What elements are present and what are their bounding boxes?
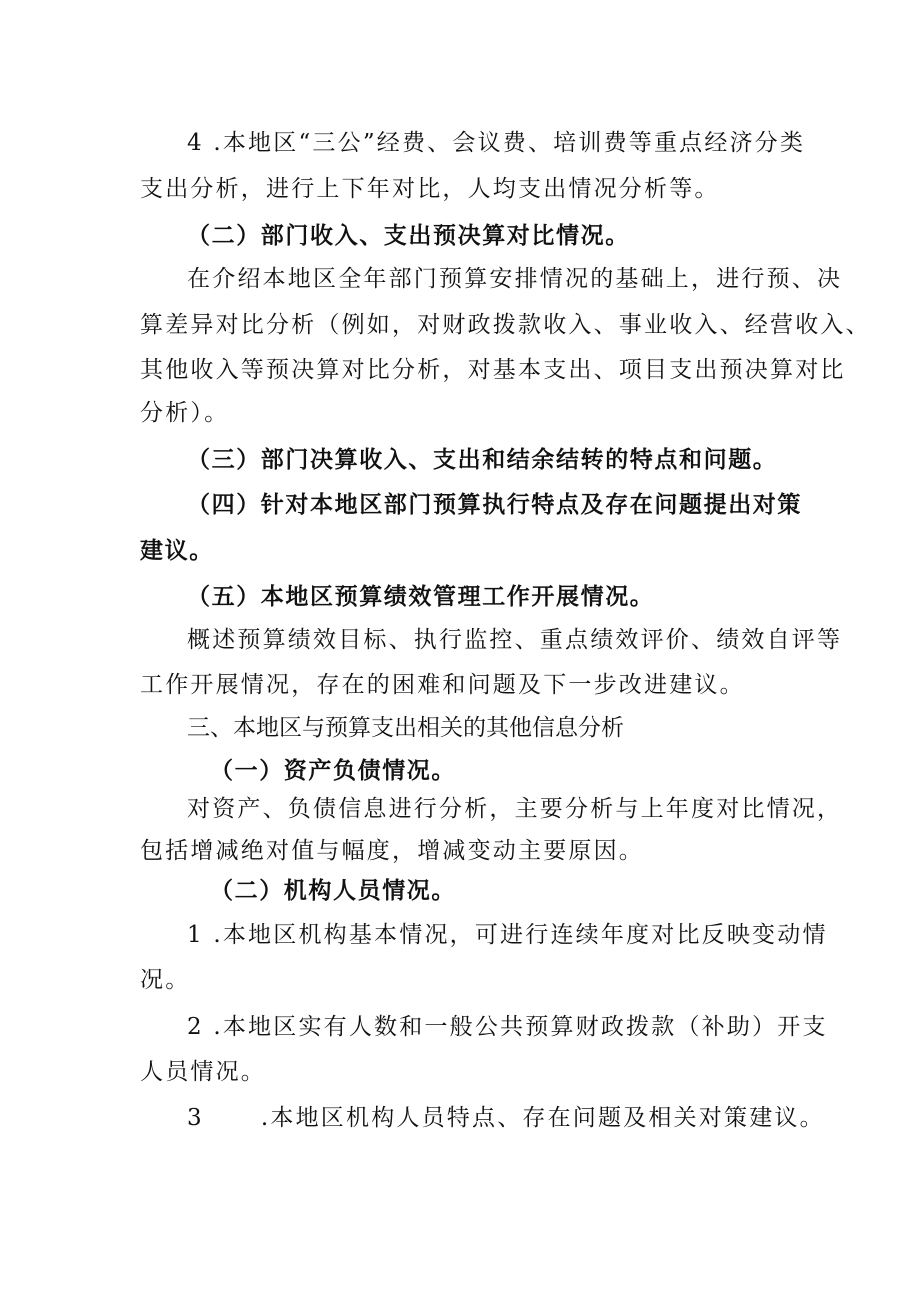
paragraph-line: 对资产、负债信息进行分析，主要分析与上年度对比情况， (187, 796, 843, 822)
paragraph-line: 况。 (140, 967, 191, 993)
section-heading: （四）针对本地区部门预算执行特点及存在问题提出对策 (187, 492, 802, 518)
section-heading: （二）机构人员情况。 (210, 878, 456, 904)
section-heading: （一）资产负债情况。 (210, 758, 456, 784)
paragraph-line: 其他收入等预决算对比分析，对基本支出、项目支出预决算对比 (140, 357, 846, 383)
paragraph-line: 4 .本地区“三公”经费、会议费、培训费等重点经济分类 (187, 130, 806, 156)
section-heading: （三）部门决算收入、支出和结余结转的特点和问题。 (187, 447, 778, 473)
paragraph-line: 3 .本地区机构人员特点、存在问题及相关对策建议。 (187, 1105, 825, 1131)
paragraph-line: 分析）。 (140, 400, 230, 426)
paragraph-line: 人员情况。 (140, 1059, 266, 1085)
section-heading: 建议。 (140, 538, 214, 564)
paragraph-line: 在介绍本地区全年部门预算安排情况的基础上，进行预、决 (187, 266, 843, 292)
paragraph-line: 概述预算绩效目标、执行监控、重点绩效评价、绩效自评等 (187, 627, 843, 653)
paragraph-line: 包括增减绝对值与幅度，增减变动主要原因。 (140, 838, 644, 864)
paragraph-line: 1 .本地区机构基本情况，可进行连续年度对比反映变动情 (187, 922, 828, 948)
paragraph-line: 算差异对比分析（例如，对财政拨款收入、事业收入、经营收入、 (140, 312, 871, 338)
paragraph-line: 工作开展情况，存在的困难和问题及下一步改进建议。 (140, 672, 745, 698)
paragraph-line: 支出分析，进行上下年对比，人均支出情况分析等。 (140, 176, 720, 202)
paragraph-line: 2 .本地区实有人数和一般公共预算财政拨款（补助）开支 (187, 1014, 828, 1040)
chapter-heading: 三、本地区与预算支出相关的其他信息分析 (187, 715, 624, 741)
section-heading: （二）部门收入、支出预决算对比情况。 (187, 223, 630, 249)
section-heading: （五）本地区预算绩效管理工作开展情况。 (187, 584, 655, 610)
